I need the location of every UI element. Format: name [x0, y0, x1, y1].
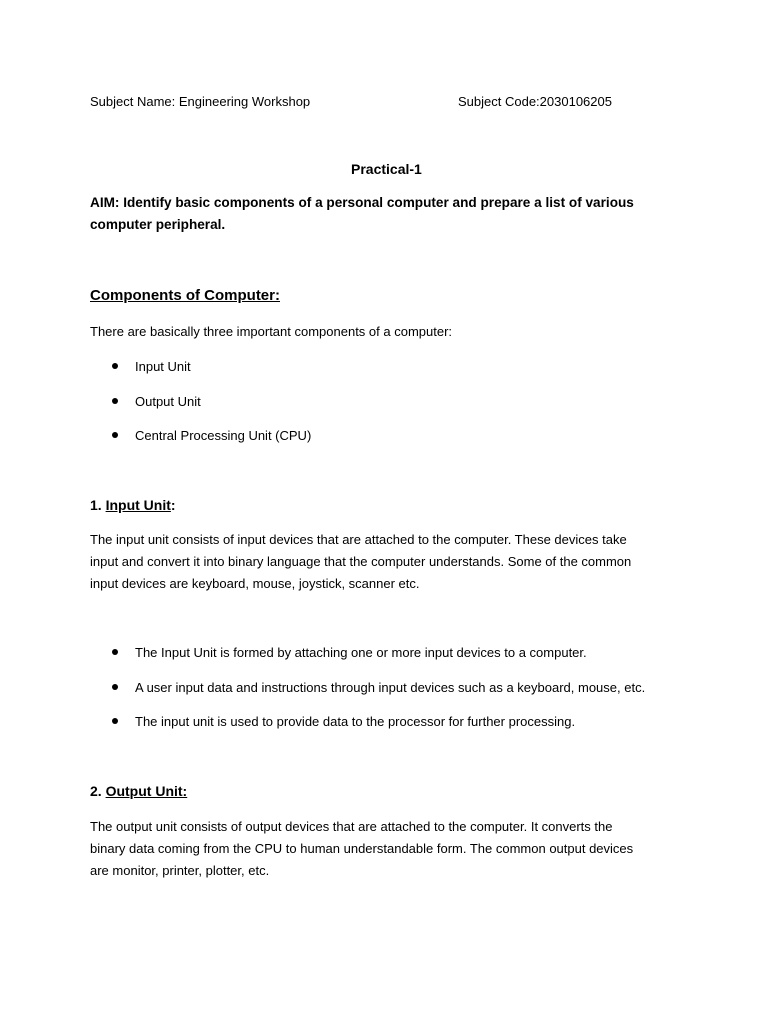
components-intro: There are basically three important components of a computer:: [90, 324, 453, 339]
output-unit-para-line-2: binary data coming from the CPU to human understandable form. The common output devices: [90, 841, 634, 856]
list-item-text: The input unit is used to provide data to the processor for further processing.: [135, 714, 576, 729]
list-item: [90, 711, 645, 746]
practical-title: Practical-1: [351, 161, 422, 177]
list-item-text: The Input Unit is formed by attaching one or more input devices to a computer.: [135, 645, 587, 660]
components-list: [90, 356, 311, 460]
aim-line-2: computer peripheral.: [90, 217, 226, 232]
list-item: [90, 425, 311, 460]
list-item: [90, 642, 645, 677]
bullet-icon: [112, 718, 118, 724]
output-unit-para-line-3: are monitor, printer, plotter, etc.: [90, 863, 270, 878]
subject-code: Subject Code:2030106205: [458, 94, 612, 109]
input-unit-para-line-2: input and convert it into binary language that the computer understands. Some of the common: [90, 554, 632, 569]
list-item-text: Output Unit: [135, 393, 201, 409]
bullet-icon: [112, 363, 118, 369]
output-unit-heading: [90, 780, 187, 802]
bullet-icon: [112, 398, 118, 404]
input-unit-para-line-3: input devices are keyboard, mouse, joystick, scanner etc.: [90, 576, 420, 591]
aim-line-1: AIM: Identify basic components of a personal computer and prepare a list of various: [90, 195, 634, 210]
list-item-text: Input Unit: [135, 359, 191, 374]
bullet-icon: [112, 432, 118, 438]
list-item: [90, 391, 311, 426]
input-unit-number: 1.: [90, 497, 106, 513]
list-item-text: A user input data and instructions through input devices such as a keyboard, mouse, etc.: [135, 679, 646, 695]
input-unit-title: Input Unit: [105, 497, 171, 513]
components-heading: Components of Computer:: [90, 287, 280, 304]
output-unit-title: Output Unit:: [105, 783, 188, 799]
list-item-text: Central Processing Unit (CPU): [135, 428, 312, 443]
input-unit-para-line-1: The input unit consists of input devices that are attached to the computer. These devices take: [90, 532, 627, 547]
input-unit-colon: :: [170, 497, 176, 513]
list-item: [90, 356, 311, 391]
list-item: [90, 677, 645, 712]
subject-name: Subject Name: Engineering Workshop: [90, 94, 311, 109]
input-unit-heading: [90, 494, 176, 516]
output-unit-para-line-1: The output unit consists of output devices that are attached to the computer. It converts the: [90, 819, 613, 834]
bullet-icon: [112, 684, 118, 690]
output-unit-number: 2.: [90, 783, 106, 799]
bullet-icon: [112, 649, 118, 655]
input-unit-bullets: [90, 642, 645, 746]
